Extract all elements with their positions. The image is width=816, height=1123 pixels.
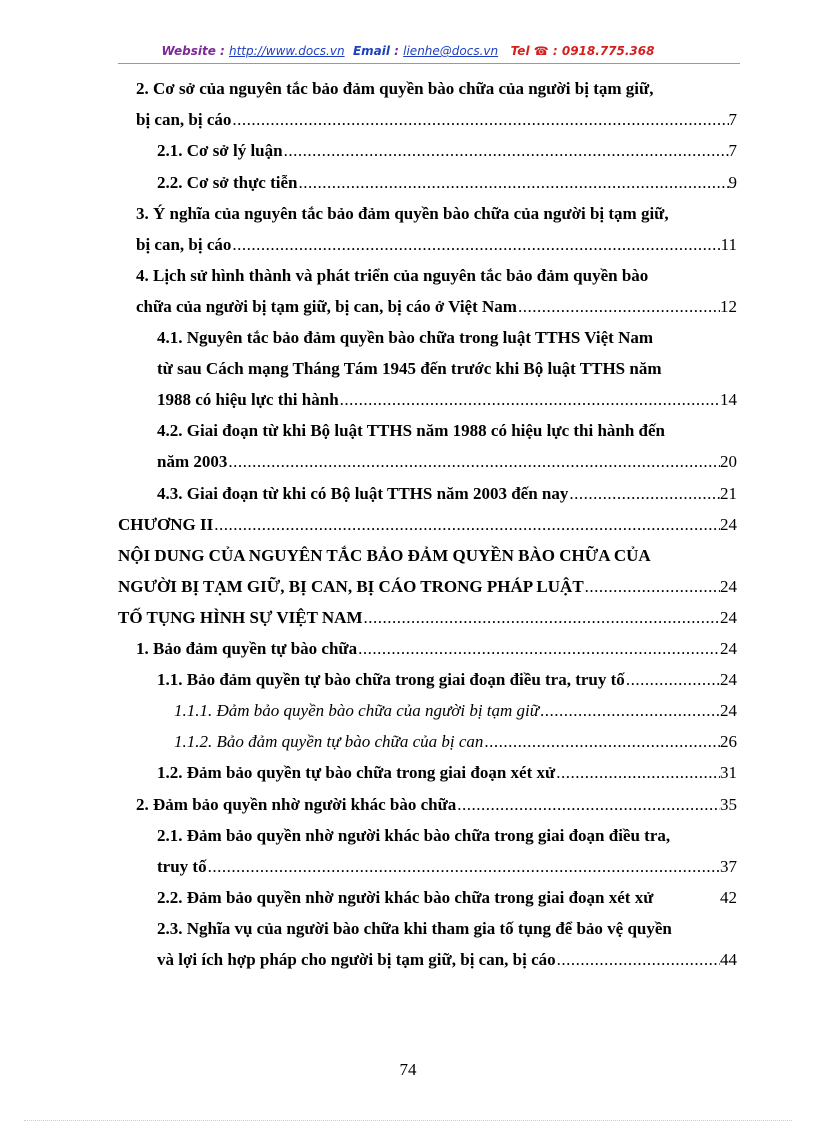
toc-leader-dots xyxy=(517,294,720,320)
toc-entry-page: 21 xyxy=(720,484,737,503)
toc-entry-page: 11 xyxy=(720,235,737,254)
toc-leader-dots xyxy=(231,232,720,258)
toc-entry xyxy=(157,947,737,973)
toc-entry-title: 1.1.2. Bảo đảm quyền tự bào chữa của bị can xyxy=(174,732,484,751)
toc-entry xyxy=(136,107,737,133)
toc-leader-dots xyxy=(207,854,720,880)
toc-entry-page: 24 xyxy=(720,670,737,689)
toc-entry-page: 26 xyxy=(720,732,737,751)
toc-entry-page: 24 xyxy=(720,515,737,534)
toc-entry-title: 4. Lịch sử hình thành và phát triển của nguyên tắc bảo đảm quyền bào xyxy=(136,266,649,285)
toc-entry-page: 24 xyxy=(720,608,737,627)
toc-leader-dots xyxy=(556,947,720,973)
toc-entry-page: 24 xyxy=(720,577,737,596)
toc-entry xyxy=(157,823,670,849)
toc-entry xyxy=(157,760,737,786)
toc-entry-page: 7 xyxy=(728,110,737,129)
toc-leader-dots xyxy=(555,760,720,786)
toc-entry-title: chữa của người bị tạm giữ, bị can, bị cáo ở Việt Nam xyxy=(136,297,517,316)
toc-entry-title: 2.1. Cơ sở lý luận xyxy=(157,141,283,160)
toc-entry-page: 24 xyxy=(720,639,737,658)
toc-entry-title: 2.1. Đảm bảo quyền nhờ người khác bào chữa trong giai đoạn điều tra, xyxy=(157,826,671,845)
toc-entry-page: 14 xyxy=(720,390,737,409)
toc-leader-dots xyxy=(584,574,720,600)
toc-entry-page: 9 xyxy=(728,173,737,192)
website-link[interactable]: http://www.docs.vn xyxy=(229,44,345,58)
toc-entry-title: và lợi ích hợp pháp cho người bị tạm giữ, bị can, bị cáo xyxy=(157,950,556,969)
toc-entry xyxy=(118,574,737,600)
toc-entry xyxy=(136,636,737,662)
toc-entry-title: truy tố xyxy=(157,857,207,876)
toc-leader-dots xyxy=(483,729,720,755)
toc-leader-dots xyxy=(539,698,720,724)
toc-entry-title: bị can, bị cáo xyxy=(136,235,232,254)
phone-icon: ☎ xyxy=(533,44,549,58)
toc-entry-title: bị can, bị cáo xyxy=(136,110,232,129)
toc-entry-title: 2. Cơ sở của nguyên tắc bảo đảm quyền bào chữa của người bị tạm giữ, xyxy=(136,79,654,98)
toc-entry xyxy=(157,854,737,880)
toc-entry-page: 42 xyxy=(720,888,737,907)
toc-leader-dots xyxy=(283,138,729,164)
toc-leader-dots xyxy=(339,387,720,413)
toc-entry xyxy=(157,325,653,351)
toc-entry-title: từ sau Cách mạng Tháng Tám 1945 đến trước khi Bộ luật TTHS năm xyxy=(157,359,662,378)
website-label: Website xyxy=(161,44,216,58)
toc-leader-dots xyxy=(297,170,728,196)
toc-entry xyxy=(157,387,737,413)
toc-entry-title: 2.3. Nghĩa vụ của người bào chữa khi tham gia tố tụng để bảo vệ quyền xyxy=(157,919,672,938)
toc-entry-title: 1988 có hiệu lực thi hành xyxy=(157,390,339,409)
toc-entry-page: 24 xyxy=(720,701,737,720)
toc-entry xyxy=(118,512,737,538)
toc-entry-page: 7 xyxy=(728,141,737,160)
email-label: Email xyxy=(352,44,390,58)
toc-entry xyxy=(157,481,737,507)
toc-entry xyxy=(157,667,737,693)
toc-entry xyxy=(136,263,648,289)
toc-leader-dots xyxy=(456,792,720,818)
toc-entry-title: năm 2003 xyxy=(157,452,228,471)
toc-entry xyxy=(157,170,737,196)
toc-entry xyxy=(157,916,672,942)
email-link[interactable]: lienhe@docs.vn xyxy=(403,44,499,58)
toc-entry-title: 2.2. Đảm bảo quyền nhờ người khác bào chữa trong giai đoạn xét xử xyxy=(157,888,654,907)
toc-entry xyxy=(136,792,737,818)
toc-entry xyxy=(136,232,737,258)
toc-entry-page: 20 xyxy=(720,452,737,471)
toc-entry xyxy=(118,605,737,631)
toc-entry-title: 1. Bảo đảm quyền tự bào chữa xyxy=(136,639,358,658)
toc-entry-title: 3. Ý nghĩa của nguyên tắc bảo đảm quyền bào chữa của người bị tạm giữ, xyxy=(136,204,669,223)
toc-entry-title: NỘI DUNG CỦA NGUYÊN TẮC BẢO ĐẢM QUYỀN BÀO CHỮA CỦA xyxy=(118,546,651,565)
website-separator: : xyxy=(215,44,229,58)
tel-label: Tel xyxy=(510,44,530,58)
document-header xyxy=(0,44,816,58)
toc-entry xyxy=(157,356,662,382)
page-number: 74 xyxy=(399,1060,417,1079)
toc-entry-title: 4.2. Giai đoạn từ khi Bộ luật TTHS năm 1988 có hiệu lực thi hành đến xyxy=(157,421,666,440)
email-separator: : xyxy=(389,44,404,58)
toc-entry-title: 2. Đảm bảo quyền nhờ người khác bào chữa xyxy=(136,795,457,814)
toc-entry-title: 4.3. Giai đoạn từ khi có Bộ luật TTHS năm 2003 đến nay xyxy=(157,484,569,503)
toc-entry xyxy=(157,449,737,475)
toc-entry-page: 37 xyxy=(720,857,737,876)
toc-entry-page: 44 xyxy=(720,950,737,969)
toc-entry-title: TỐ TỤNG HÌNH SỰ VIỆT NAM xyxy=(118,608,363,627)
tel-number: : 0918.775.368 xyxy=(548,44,655,58)
toc-entry-title: 2.2. Cơ sở thực tiễn xyxy=(157,173,298,192)
toc-entry-title: CHƯƠNG II xyxy=(118,515,214,534)
toc-leader-dots xyxy=(231,107,728,133)
toc-entry-title: 4.1. Nguyên tắc bảo đảm quyền bào chữa trong luật TTHS Việt Nam xyxy=(157,328,654,347)
toc-leader-dots xyxy=(363,605,721,631)
toc-entry-title: 1.2. Đảm bảo quyền tự bào chữa trong giai đoạn xét xử xyxy=(157,763,556,782)
toc-entry xyxy=(118,543,651,569)
toc-entry xyxy=(157,885,737,911)
toc-leader-dots xyxy=(625,667,720,693)
toc-entry xyxy=(174,729,737,755)
toc-entry xyxy=(157,138,737,164)
toc-entry-title: NGƯỜI BỊ TẠM GIỮ, BỊ CAN, BỊ CÁO TRONG PHÁP LUẬT xyxy=(118,577,584,596)
toc-entry-page: 35 xyxy=(720,795,737,814)
toc-leader-dots xyxy=(568,481,720,507)
toc-leader-dots xyxy=(357,636,720,662)
toc-entry-title: 1.1.1. Đảm bảo quyền bào chữa của người bị tạm giữ xyxy=(174,701,540,720)
toc-leader-dots xyxy=(213,512,720,538)
toc-entry xyxy=(136,201,669,227)
toc-entry xyxy=(174,698,737,724)
toc-entry xyxy=(136,76,653,102)
toc-entry-title: 1.1. Bảo đảm quyền tự bào chữa trong giai đoạn điều tra, truy tố xyxy=(157,670,625,689)
toc-entry xyxy=(136,294,737,320)
toc-leader-dots xyxy=(227,449,720,475)
toc-entry-page: 31 xyxy=(720,763,737,782)
header-divider xyxy=(118,63,740,64)
page-bottom-divider xyxy=(24,1120,792,1121)
toc-entry xyxy=(157,418,665,444)
toc-entry-page: 12 xyxy=(720,297,737,316)
